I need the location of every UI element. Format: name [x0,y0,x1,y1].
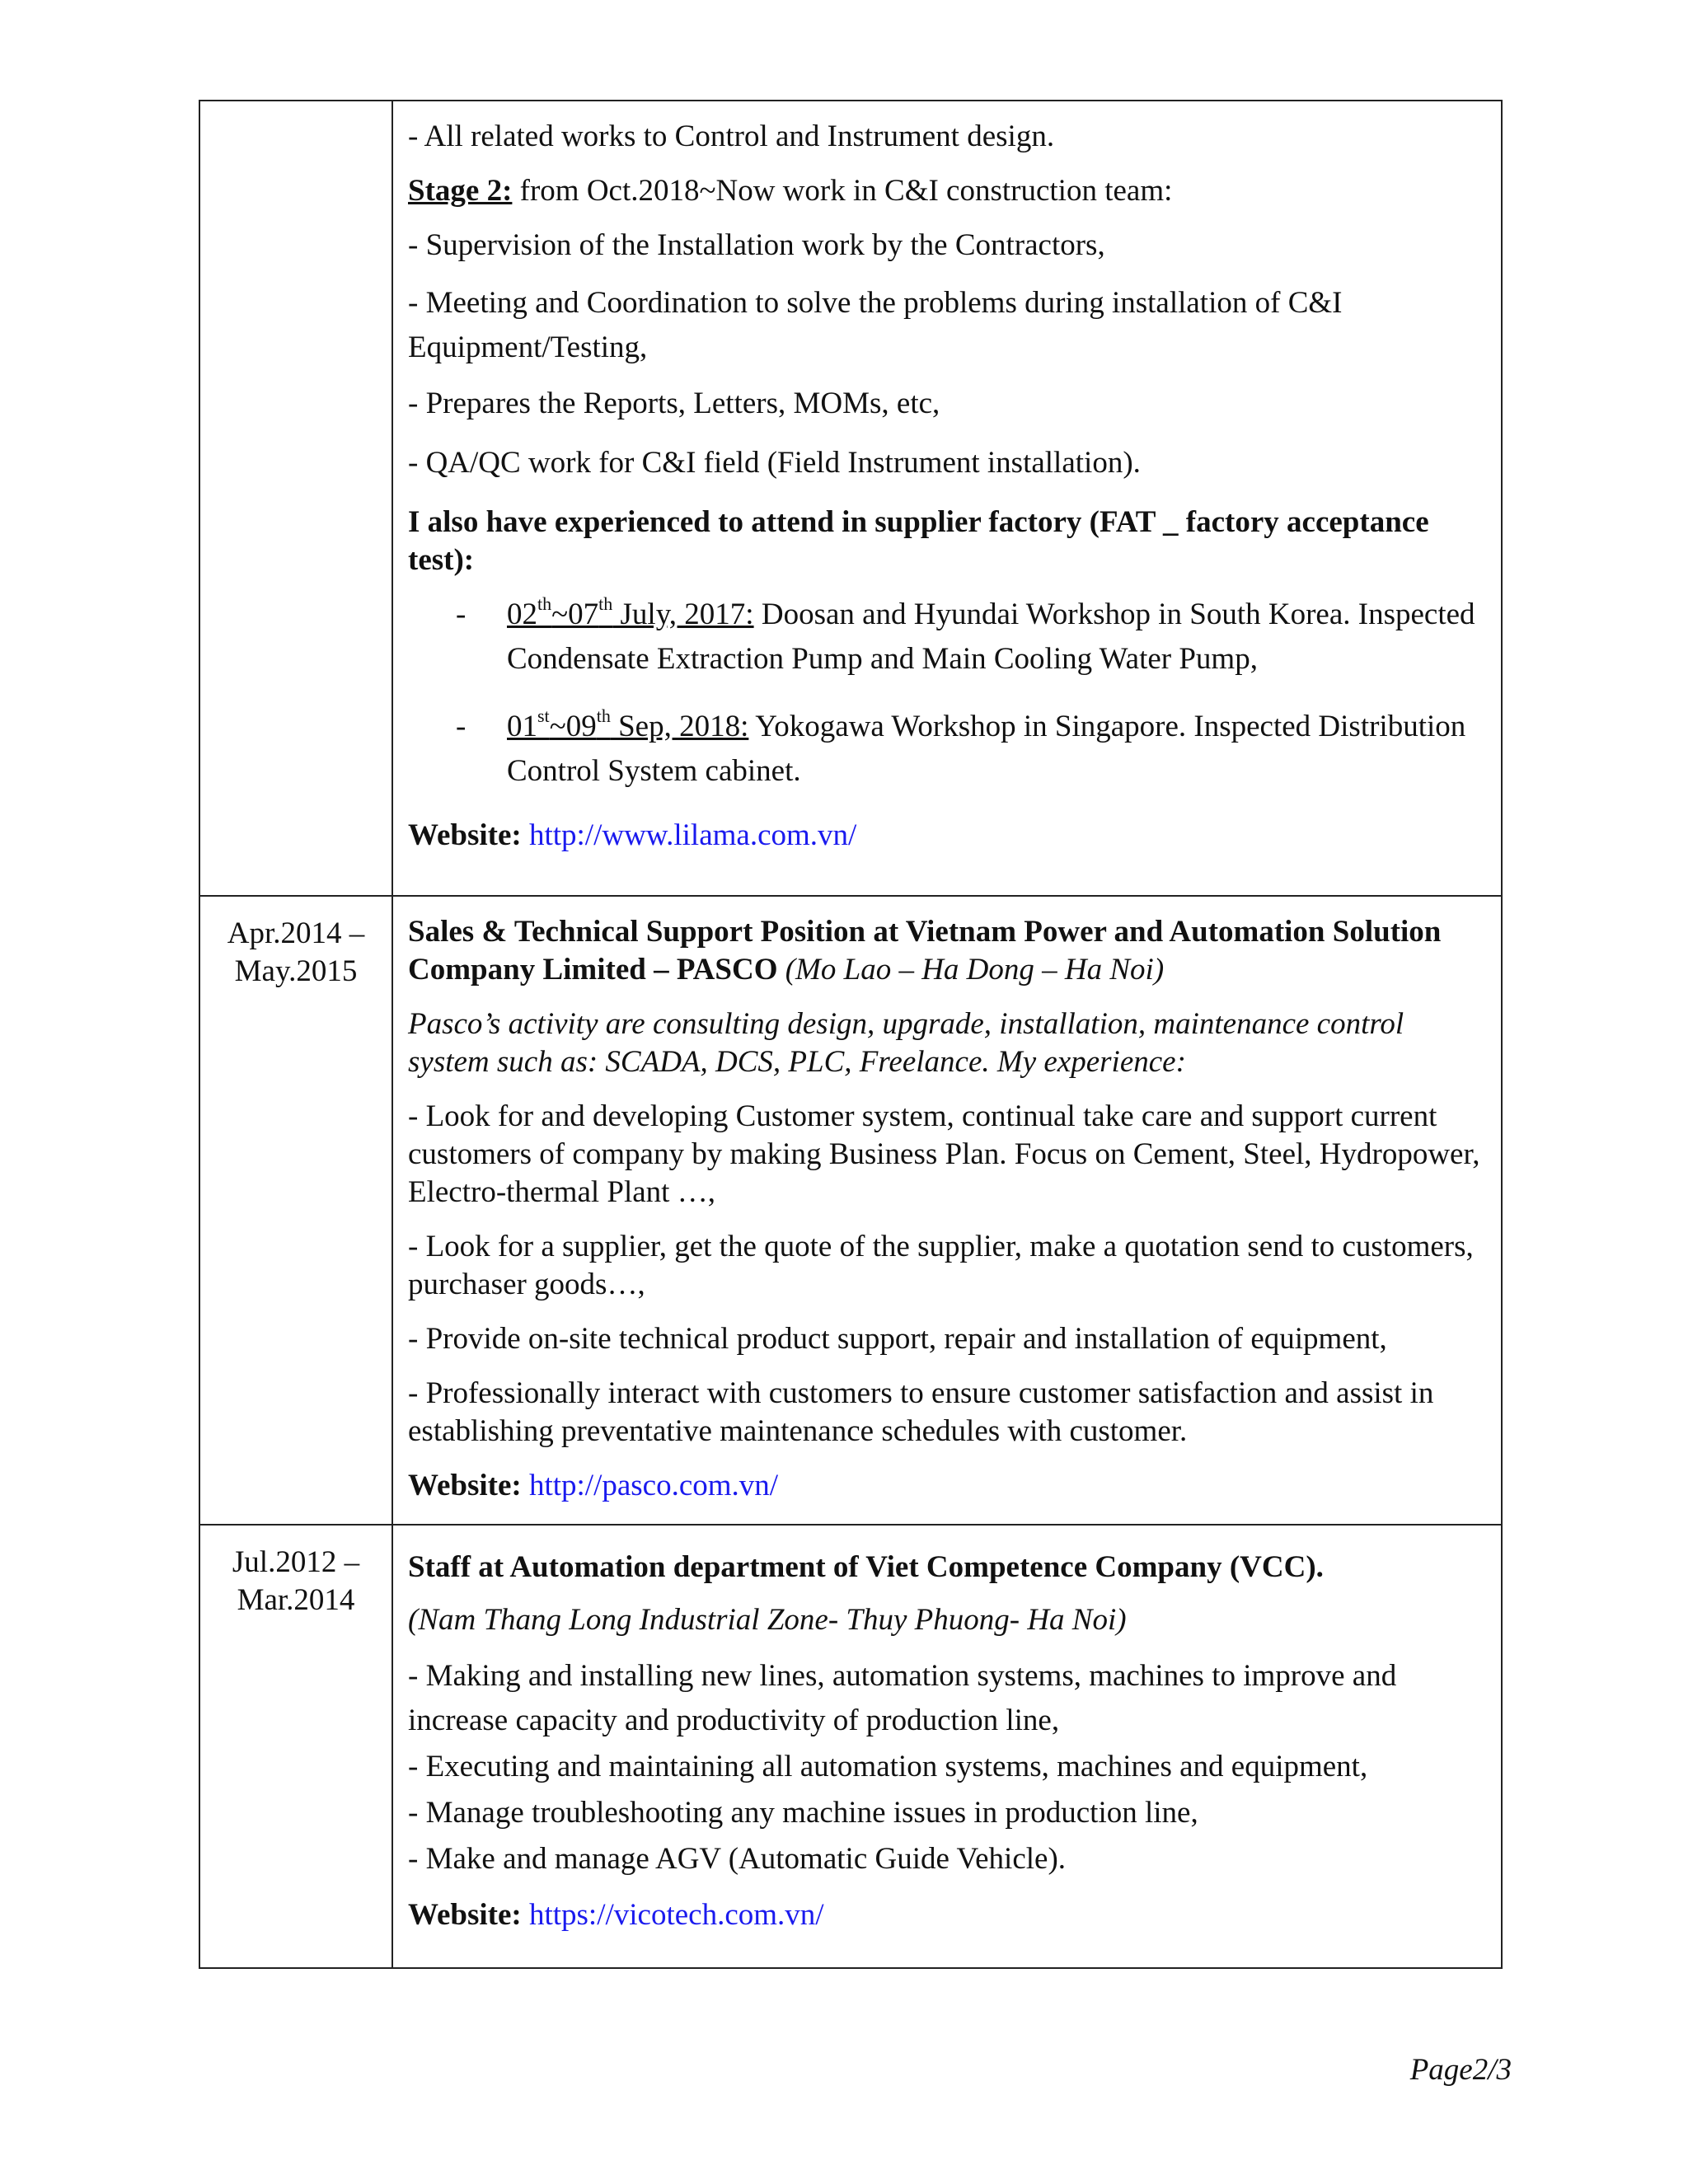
list-item: - All related works to Control and Instrument design. [408,120,1055,153]
job-title-line [408,913,1484,989]
details-cell [392,1525,1502,1968]
website-line [408,1467,1484,1505]
fat-date: 01st~09th Sep, 2018: [507,705,749,743]
list-item: - Make and manage AGV (Automatic Guide Vehicle). [408,1842,1067,1876]
stage-label: Stage 2: [408,174,513,208]
fat-text: Yokogawa Workshop in Singapore. Inspected Distribution Control System cabinet. [507,710,1466,788]
fat-heading: I also have experienced to attend in supplier factory (FAT _ factory acceptance test): [408,505,1429,577]
page-number: Page2/3 [1409,2053,1512,2087]
fat-item: - 02th~07th July, 2017: Doosan and Hyundai Workshop in South Korea. Inspected Condensate Extraction Pump and Main Cooling Water Pump, [456,593,1475,676]
website-line [408,1896,1484,1934]
details-cell [392,101,1502,896]
website-link[interactable]: https://vicotech.com.vn/ [528,1898,824,1932]
website-label: Website: [408,1469,522,1502]
list-item: - Prepares the Reports, Letters, MOMs, etc, [408,387,940,420]
date-cell: Apr.2014 – May.2015 [199,896,392,1525]
list-item: - Supervision of the Installation work by the Contractors, [408,228,1105,262]
list-item: - Provide on-site technical product support, repair and installation of equipment, [408,1322,1387,1356]
details-cell [392,896,1502,1525]
stage-text: from Oct.2018~Now work in C&I construction team: [512,174,1173,208]
job-location: (Nam Thang Long Industrial Zone- Thuy Phuong- Ha Noi) [408,1603,1127,1637]
list-item: - Professionally interact with customers to ensure customer satisfaction and assist in establishing preventative maintenance schedules with customer. [408,1376,1434,1448]
table-row [199,896,1502,1525]
table-row [199,101,1502,896]
list-item: - Meeting and Coordination to solve the problems during installation of C&I Equipment/Testing, [408,286,1343,364]
list-item: - QA/QC work for C&I field (Field Instrument installation). [408,446,1141,480]
fat-item: - 01st~09th Sep, 2018: Yokogawa Workshop in Singapore. Inspected Distribution Control System cabinet. [456,705,1466,788]
stage-line [408,172,1484,210]
job-title: Staff at Automation department of Viet Competence Company (VCC). [408,1550,1324,1584]
list-item: - Manage troubleshooting any machine issues in production line, [408,1796,1198,1830]
job-title: Sales & Technical Support Position at Vietnam Power and Automation Solution Company Limited – PASCO [408,915,1442,987]
website-label: Website: [408,1898,522,1932]
list-item: - Executing and maintaining all automation systems, machines and equipment, [408,1750,1368,1783]
website-line [408,817,1484,855]
website-link[interactable]: http://pasco.com.vn/ [528,1469,779,1502]
fat-date: 02th~07th July, 2017: [507,593,754,631]
website-link[interactable]: http://www.lilama.com.vn/ [528,818,857,852]
date-cell: Jul.2012 – Mar.2014 [199,1525,392,1968]
list-item: - Look for a supplier, get the quote of the supplier, make a quotation send to customers, purchaser goods…, [408,1230,1474,1301]
job-location: (Mo Lao – Ha Dong – Ha Noi) [785,953,1165,987]
work-experience-table [199,100,1503,1969]
list-item: - Look for and developing Customer system, continual take care and support current customers of company by making Business Plan. Focus on Cement, Steel, Hydropower, Electro-thermal Plant …, [408,1099,1480,1209]
date-cell [199,101,392,896]
table-row [199,1525,1502,1968]
list-item: - Making and installing new lines, automation systems, machines to improve and increase capacity and productivity of production line, [408,1659,1397,1737]
company-intro: Pasco’s activity are consulting design, upgrade, installation, maintenance control system such as: SCADA, DCS, PLC, Freelance. My experience: [408,1007,1404,1079]
website-label: Website: [408,818,522,852]
fat-text: Doosan and Hyundai Workshop in South Korea. Inspected Condensate Extraction Pump and Main Cooling Water Pump, [507,598,1475,676]
